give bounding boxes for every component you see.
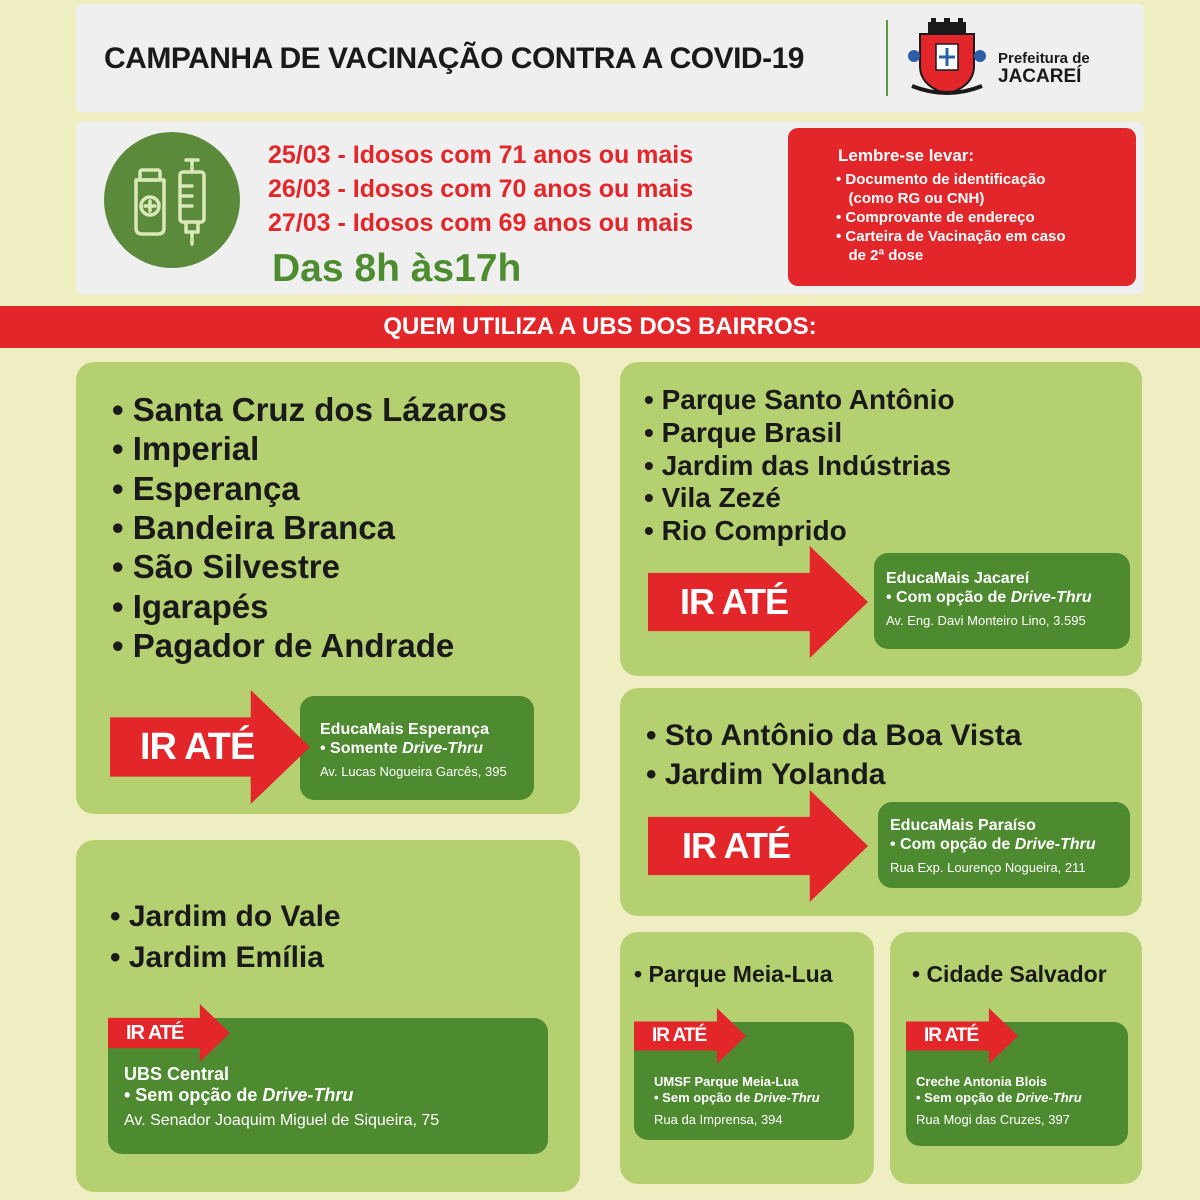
vaccine-badge — [104, 132, 240, 268]
destination-option-drive-thru: Drive-Thru — [262, 1085, 354, 1105]
destination-address: Av. Lucas Nogueira Garcês, 395 — [320, 764, 507, 779]
reminder-item: (como RG ou CNH) — [836, 190, 985, 207]
destination-option — [124, 1085, 439, 1106]
dates-list — [268, 138, 693, 240]
destination-option-prefix: • Sem opção de — [654, 1090, 754, 1105]
bairro-item: • Parque Meia-Lua — [634, 961, 833, 987]
destination-box — [874, 553, 1130, 649]
destination-option — [890, 835, 1096, 854]
bairro-item: • Bandeira Branca — [112, 508, 395, 546]
destination-option-prefix: • Com opção de — [886, 589, 1011, 606]
reminder-item: de 2ª dose — [836, 247, 924, 264]
destination-address: Rua da Imprensa, 394 — [654, 1112, 783, 1127]
page-title: CAMPANHA DE VACINAÇÃO CONTRA A COVID-19 — [104, 42, 804, 75]
destination-address: Av. Senador Joaquim Miguel de Siqueira, 75 — [124, 1112, 440, 1129]
bairro-item: • Jardim Yolanda — [646, 758, 886, 791]
reminder-item: • Comprovante de endereço — [836, 209, 1035, 226]
destination-name: EducaMais Esperança — [320, 721, 489, 738]
header-divider — [886, 20, 888, 96]
destination-name: EducaMais Jacareí — [886, 570, 1030, 587]
reminder-title: Lembre-se levar: — [838, 146, 975, 165]
bairro-item: • Jardim Emília — [110, 941, 324, 974]
destination-address: Rua Mogi das Cruzes, 397 — [916, 1112, 1070, 1127]
date-line-1: 25/03 - Idosos com 71 anos ou mais — [268, 141, 694, 169]
bairro-item: • Esperança — [112, 469, 300, 507]
destination-option — [654, 1090, 820, 1106]
destination-text — [654, 1074, 820, 1129]
date-line-3: 27/03 - Idosos com 69 anos ou mais — [268, 209, 694, 237]
bairro-item: • Vila Zezé — [644, 482, 781, 514]
bairro-item: • Santa Cruz dos Lázaros — [112, 391, 507, 428]
destination-option-prefix: • Com opção de — [890, 836, 1015, 853]
destination-option — [886, 588, 1092, 607]
go-label: IR ATÉ — [652, 1025, 707, 1046]
city-crest-icon — [906, 16, 988, 98]
destination-address: Av. Eng. Davi Monteiro Lino, 3.595 — [886, 613, 1086, 628]
logo-text-line1: Prefeitura de — [998, 50, 1090, 67]
destination-option-drive-thru: Drive-Thru — [753, 1090, 820, 1105]
logo-text-line2: JACAREÍ — [998, 66, 1082, 87]
bairro-item: • São Silvestre — [112, 548, 341, 586]
destination-option — [320, 739, 507, 758]
bairro-item: • Sto Antônio da Boa Vista — [646, 719, 1022, 752]
bairro-item: • Igarapés — [112, 587, 269, 625]
bairro-item: • Parque Santo Antônio — [644, 384, 955, 415]
go-label: IR ATÉ — [924, 1025, 979, 1046]
reminder-list — [836, 170, 1066, 265]
hours-text: Das 8h às17h — [272, 247, 522, 290]
reminder-box — [788, 128, 1136, 286]
destination-text — [890, 816, 1096, 877]
reminder-item: • Documento de identificação — [836, 171, 1046, 188]
bairro-item: • Imperial — [112, 430, 260, 468]
destination-option-drive-thru: Drive-Thru — [1015, 1090, 1082, 1105]
destination-name: EducaMais Paraíso — [890, 817, 1036, 834]
destination-option-drive-thru: Drive-Thru — [402, 740, 483, 757]
destination-name: UBS Central — [124, 1064, 230, 1084]
destination-text — [320, 720, 507, 781]
destination-text — [886, 569, 1092, 630]
bairro-item: • Jardim do Vale — [110, 900, 341, 933]
destination-text — [124, 1064, 439, 1132]
bairro-item: • Jardim das Indústrias — [644, 449, 952, 481]
destination-address: Rua Exp. Lourenço Nogueira, 211 — [890, 860, 1086, 875]
destination-option-drive-thru: Drive-Thru — [1010, 589, 1092, 606]
bairro-item: • Rio Comprido — [644, 515, 847, 547]
reminder-item: • Carteira de Vacinação em caso — [836, 228, 1066, 245]
destination-option-prefix: • Sem opção de — [916, 1090, 1016, 1105]
go-label: IR ATÉ — [140, 726, 255, 768]
date-line-2: 26/03 - Idosos com 70 anos ou mais — [268, 175, 694, 203]
go-label: IR ATÉ — [126, 1022, 184, 1044]
destination-box — [878, 802, 1130, 888]
destination-name: UMSF Parque Meia-Lua — [654, 1074, 799, 1089]
bairro-item: • Pagador de Andrade — [112, 626, 455, 664]
vaccine-syringe-icon — [104, 132, 240, 268]
destination-option — [916, 1090, 1082, 1106]
destination-option-prefix: • Sem opção de — [124, 1085, 263, 1105]
destination-box — [300, 696, 534, 800]
destination-option-drive-thru: Drive-Thru — [1014, 836, 1096, 853]
destination-text — [916, 1074, 1082, 1129]
bairro-item: • Parque Brasil — [644, 416, 843, 448]
bairro-item: • Cidade Salvador — [912, 961, 1107, 987]
destination-option-prefix: • Somente — [320, 740, 403, 757]
destination-name: Creche Antonia Blois — [916, 1074, 1047, 1089]
go-label: IR ATÉ — [680, 581, 788, 622]
go-label: IR ATÉ — [682, 825, 790, 866]
section-banner-text: QUEM UTILIZA A UBS DOS BAIRROS: — [383, 313, 817, 340]
